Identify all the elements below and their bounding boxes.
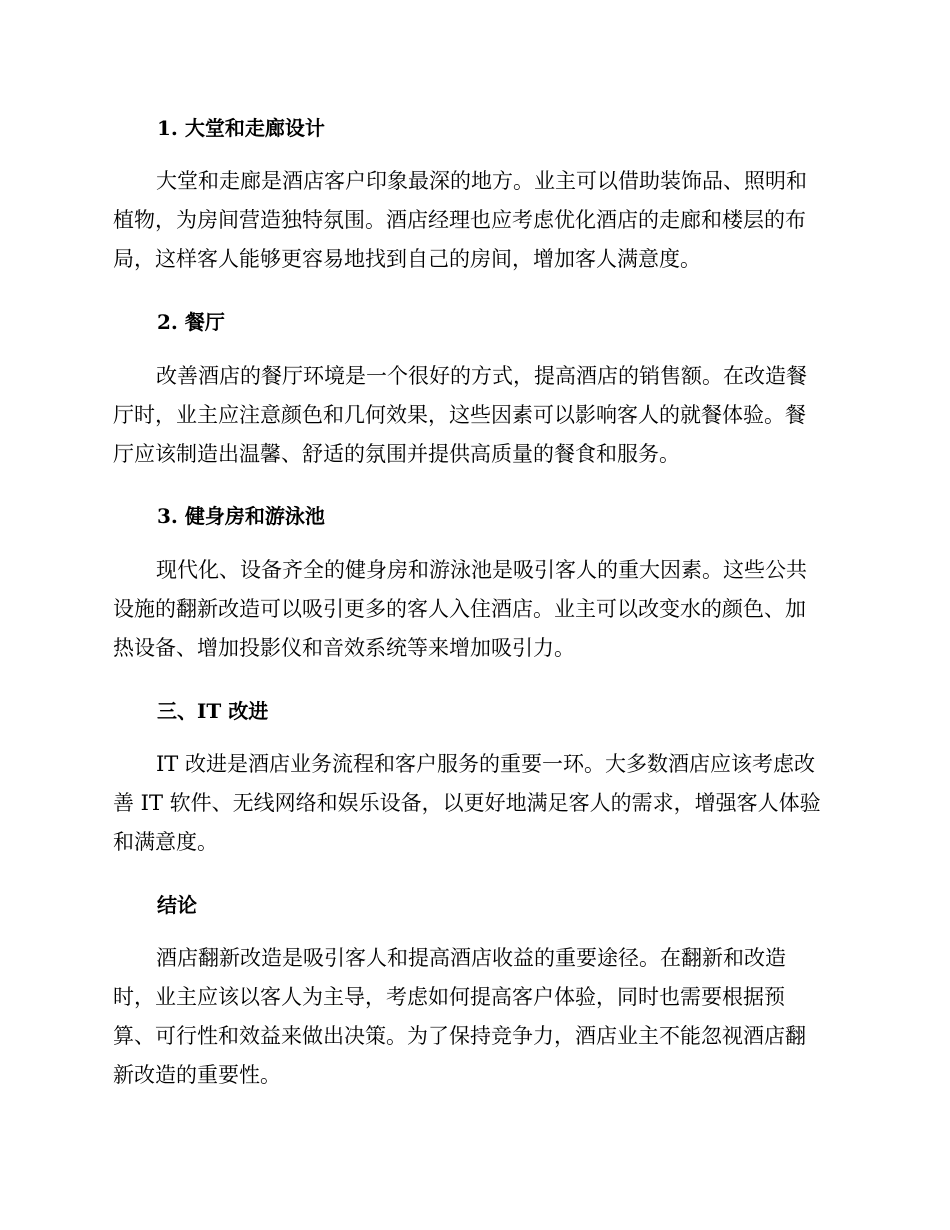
paragraph-line: 现代化、设备齐全的健身房和游泳池是吸引客人的重大因素。这些公共 (156, 558, 807, 582)
paragraph-line: 善 IT 软件、无线网络和娱乐设备，以更好地满足客人的需求，增强客人体验 (113, 791, 821, 815)
section-paragraph-gym-pool (113, 551, 843, 668)
section-paragraph-restaurant (113, 357, 843, 474)
paragraph-line: 算、可行性和效益来做出决策。为了保持竞争力，酒店业主不能忽视酒店翻 (113, 1024, 806, 1048)
section-heading-it: 三、IT 改进 (157, 699, 269, 723)
paragraph-line: 局，这样客人能够更容易地找到自己的房间，增加客人满意度。 (113, 247, 701, 271)
section-paragraph-lobby (113, 162, 843, 279)
paragraph-line: 厅时，业主应注意颜色和几何效果，这些因素可以影响客人的就餐体验。餐 (113, 403, 806, 427)
section-heading-gym-pool: 3. 健身房和游泳池 (157, 504, 325, 528)
paragraph-line: 时，业主应该以客人为主导，考虑如何提高客户体验，同时也需要根据预 (113, 985, 785, 1009)
paragraph-line: 设施的翻新改造可以吸引更多的客人入住酒店。业主可以改变水的颜色、加 (113, 597, 806, 621)
paragraph-line: 热设备、增加投影仪和音效系统等来增加吸引力。 (113, 636, 575, 660)
section-heading-restaurant: 2. 餐厅 (157, 310, 225, 334)
section-heading-conclusion: 结论 (157, 893, 197, 917)
paragraph-line: 改善酒店的餐厅环境是一个很好的方式，提高酒店的销售额。在改造餐 (156, 364, 807, 388)
paragraph-line: 厅应该制造出温馨、舒适的氛围并提供高质量的餐食和服务。 (113, 442, 680, 466)
section-paragraph-it (113, 745, 843, 862)
paragraph-line: 大堂和走廊是酒店客户印象最深的地方。业主可以借助装饰品、照明和 (156, 169, 807, 193)
paragraph-line: 新改造的重要性。 (113, 1063, 281, 1087)
section-heading-lobby: 1. 大堂和走廊设计 (157, 116, 325, 140)
paragraph-line: IT 改进是酒店业务流程和客户服务的重要一环。大多数酒店应该考虑改 (156, 752, 815, 776)
paragraph-line: 酒店翻新改造是吸引客人和提高酒店收益的重要途径。在翻新和改造 (156, 946, 786, 970)
paragraph-line: 和满意度。 (113, 830, 218, 854)
paragraph-line: 植物，为房间营造独特氛围。酒店经理也应考虑优化酒店的走廊和楼层的布 (113, 208, 806, 232)
section-paragraph-conclusion (113, 939, 843, 1095)
